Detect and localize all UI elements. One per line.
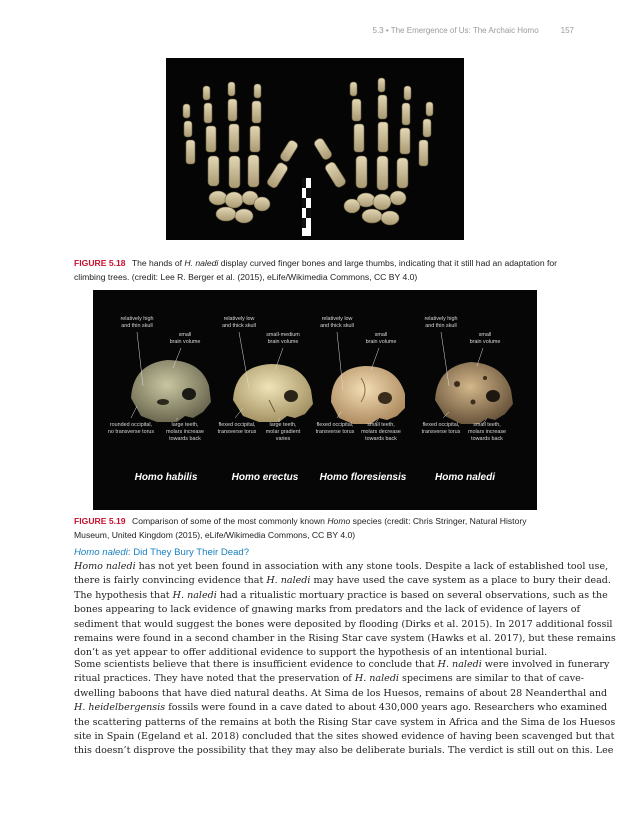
body-paragraph-1 (74, 560, 616, 661)
body-text: don’t as yet appear to offer additional evidence to support the hypothesis of an intentional burial. (74, 647, 548, 659)
paragraph-line (74, 618, 613, 632)
paragraph-line (74, 603, 581, 617)
body-text: may have used the cave system as a place to bury their dead. (310, 575, 611, 587)
species-name-erectus: Homo erectus (231, 472, 299, 483)
left-hand-bones (183, 82, 299, 223)
scale-bar (302, 178, 311, 236)
body-text: bones appearing to lack evidence of gnawing marks from predators and the lack of evidence of layers of (74, 604, 581, 616)
body-text: were involved in funerary (481, 659, 610, 670)
naledi-brain-label: small brain volume (469, 332, 501, 345)
caption-italic-text: H. naledi (184, 258, 219, 268)
figure-5-18-caption (74, 256, 564, 284)
section-heading-italic: Homo naledi (74, 547, 128, 558)
caption-text: Comparison of some of the most commonly known (131, 516, 328, 526)
skull-comparison-photo (93, 290, 537, 510)
skull-floresiensis (331, 366, 405, 424)
section-heading (74, 547, 564, 558)
italic-text: H. naledi (266, 575, 311, 587)
body-text: The hypothesis that (74, 589, 173, 601)
species-name-naledi: Homo naledi (434, 472, 496, 483)
body-text: Some scientists believe that there is insufficient evidence to conclude that (74, 659, 438, 670)
paragraph-line (74, 687, 608, 701)
hands-photo (166, 58, 464, 240)
figure-5-19-label: FIGURE 5.19 (74, 516, 126, 526)
skull-comparison-illustration (93, 290, 537, 510)
skull-habilis (131, 360, 211, 422)
paragraph-line (74, 730, 615, 744)
body-text: this doesn’t disprove the possibility that they may also be deliberate burials. The verdict is still out on this. Lee (74, 745, 614, 757)
caption-text: display curved finger bones and large thumbs, indicating that it still had an adaptation for climbing trees. (credit: Lee R. Berger et al. (2015), eLife/Wikimedia Commons, CC BY 4.0) (74, 258, 558, 282)
floresiensis-occipital-label: flexed occipital, transverse torus (315, 422, 355, 435)
body-text: fossils were found in a cave dated to about 430,000 years ago. Researchers who examined (165, 702, 608, 714)
body-text: the scattering patterns of the remains at both the Rising Star cave system in Africa and the Sima de los Huesos (74, 716, 616, 728)
body-text: sediment that would suggest the bones were deposited by flooding (Dirks et al. 2015). In 2017 additional fossil (74, 618, 613, 630)
paragraph-line (74, 560, 609, 574)
section-heading-text: : Did They Bury Their Dead? (127, 547, 250, 558)
caption-text: The hands of (131, 258, 185, 268)
page-number: 157 (560, 26, 574, 35)
body-text: has not yet been found in association with any stone tools. Despite a lack of established tool use, (135, 561, 609, 572)
paragraph-line (74, 632, 616, 646)
body-text: site in Spain (Egeland et al. 2018) concluded that the sites showed evidence of having been scavenged but that (74, 731, 615, 743)
paragraph-line (74, 716, 616, 730)
naledi-teeth-label: small teeth, molars increase towards back (467, 422, 507, 442)
italic-text: H. naledi (172, 589, 217, 601)
species-name-floresiensis: Homo floresiensis (319, 472, 407, 483)
body-text: there is fairly convincing evidence that (74, 575, 267, 587)
habilis-brain-label: small brain volume (169, 332, 201, 345)
hands-illustration (166, 58, 464, 240)
italic-text: H. naledi (437, 659, 482, 670)
paragraph-line (74, 574, 611, 588)
body-paragraph-2 (74, 658, 616, 759)
body-text: ritual practices. They have noted that the preservation of (74, 673, 355, 685)
skull-erectus (233, 364, 313, 422)
erectus-brain-label: small-medium brain volume (266, 332, 300, 345)
habilis-skull-label: relatively high and thin skull (120, 316, 154, 329)
erectus-occipital-label: flexed occipital, transverse torus (217, 422, 257, 435)
right-hand-bones (313, 78, 433, 225)
floresiensis-skull-label: relatively low and thick skull (320, 316, 354, 329)
running-head (0, 26, 574, 35)
body-text: had a ritualistic mortuary practice is based on several observations, such as the (216, 589, 608, 601)
figure-5-18-label: FIGURE 5.18 (74, 258, 126, 268)
paragraph-line (74, 672, 584, 686)
floresiensis-brain-label: small brain volume (365, 332, 397, 345)
naledi-skull-label: relatively high and thin skull (424, 316, 458, 329)
erectus-skull-label: relatively low and thick skull (222, 316, 256, 329)
paragraph-line (74, 589, 608, 603)
habilis-teeth-label: large teeth, molars increase towards back (165, 422, 205, 442)
body-text: specimens are similar to that of cave- (398, 673, 584, 685)
floresiensis-teeth-label: small teeth, molars decrease towards back (361, 422, 401, 442)
species-name-habilis: Homo habilis (134, 472, 198, 483)
paragraph-line (74, 744, 614, 758)
italic-text: Homo naledi (74, 561, 136, 572)
running-head-section: 5.3 • The Emergence of Us: The Archaic Homo (372, 26, 539, 35)
caption-text: species (credit: Chris Stringer, Natural History Museum, United Kingdom (2015), eLife/Wikimedia Commons, CC BY 4.0) (74, 516, 527, 540)
erectus-teeth-label: large teeth, molar gradient varies (265, 422, 301, 442)
paragraph-line (74, 658, 610, 672)
paragraph-line (74, 701, 608, 715)
italic-text: H. heidelbergensis (74, 702, 166, 714)
body-text: remains were found in a second chamber in the Rising Star cave system (Hawks et al. 2017), but these remains (74, 633, 616, 645)
body-text: dwelling baboons that have died natural deaths. At Sima de los Huesos, remains of about 28 Neanderthal and (74, 687, 608, 699)
caption-italic-text: Homo (327, 516, 351, 526)
naledi-occipital-label: flexed occipital, transverse torus (421, 422, 461, 435)
habilis-occipital-label: rounded occipital, no transverse torus (107, 422, 155, 435)
italic-text: H. naledi (354, 673, 399, 685)
figure-5-19-caption (74, 514, 564, 542)
